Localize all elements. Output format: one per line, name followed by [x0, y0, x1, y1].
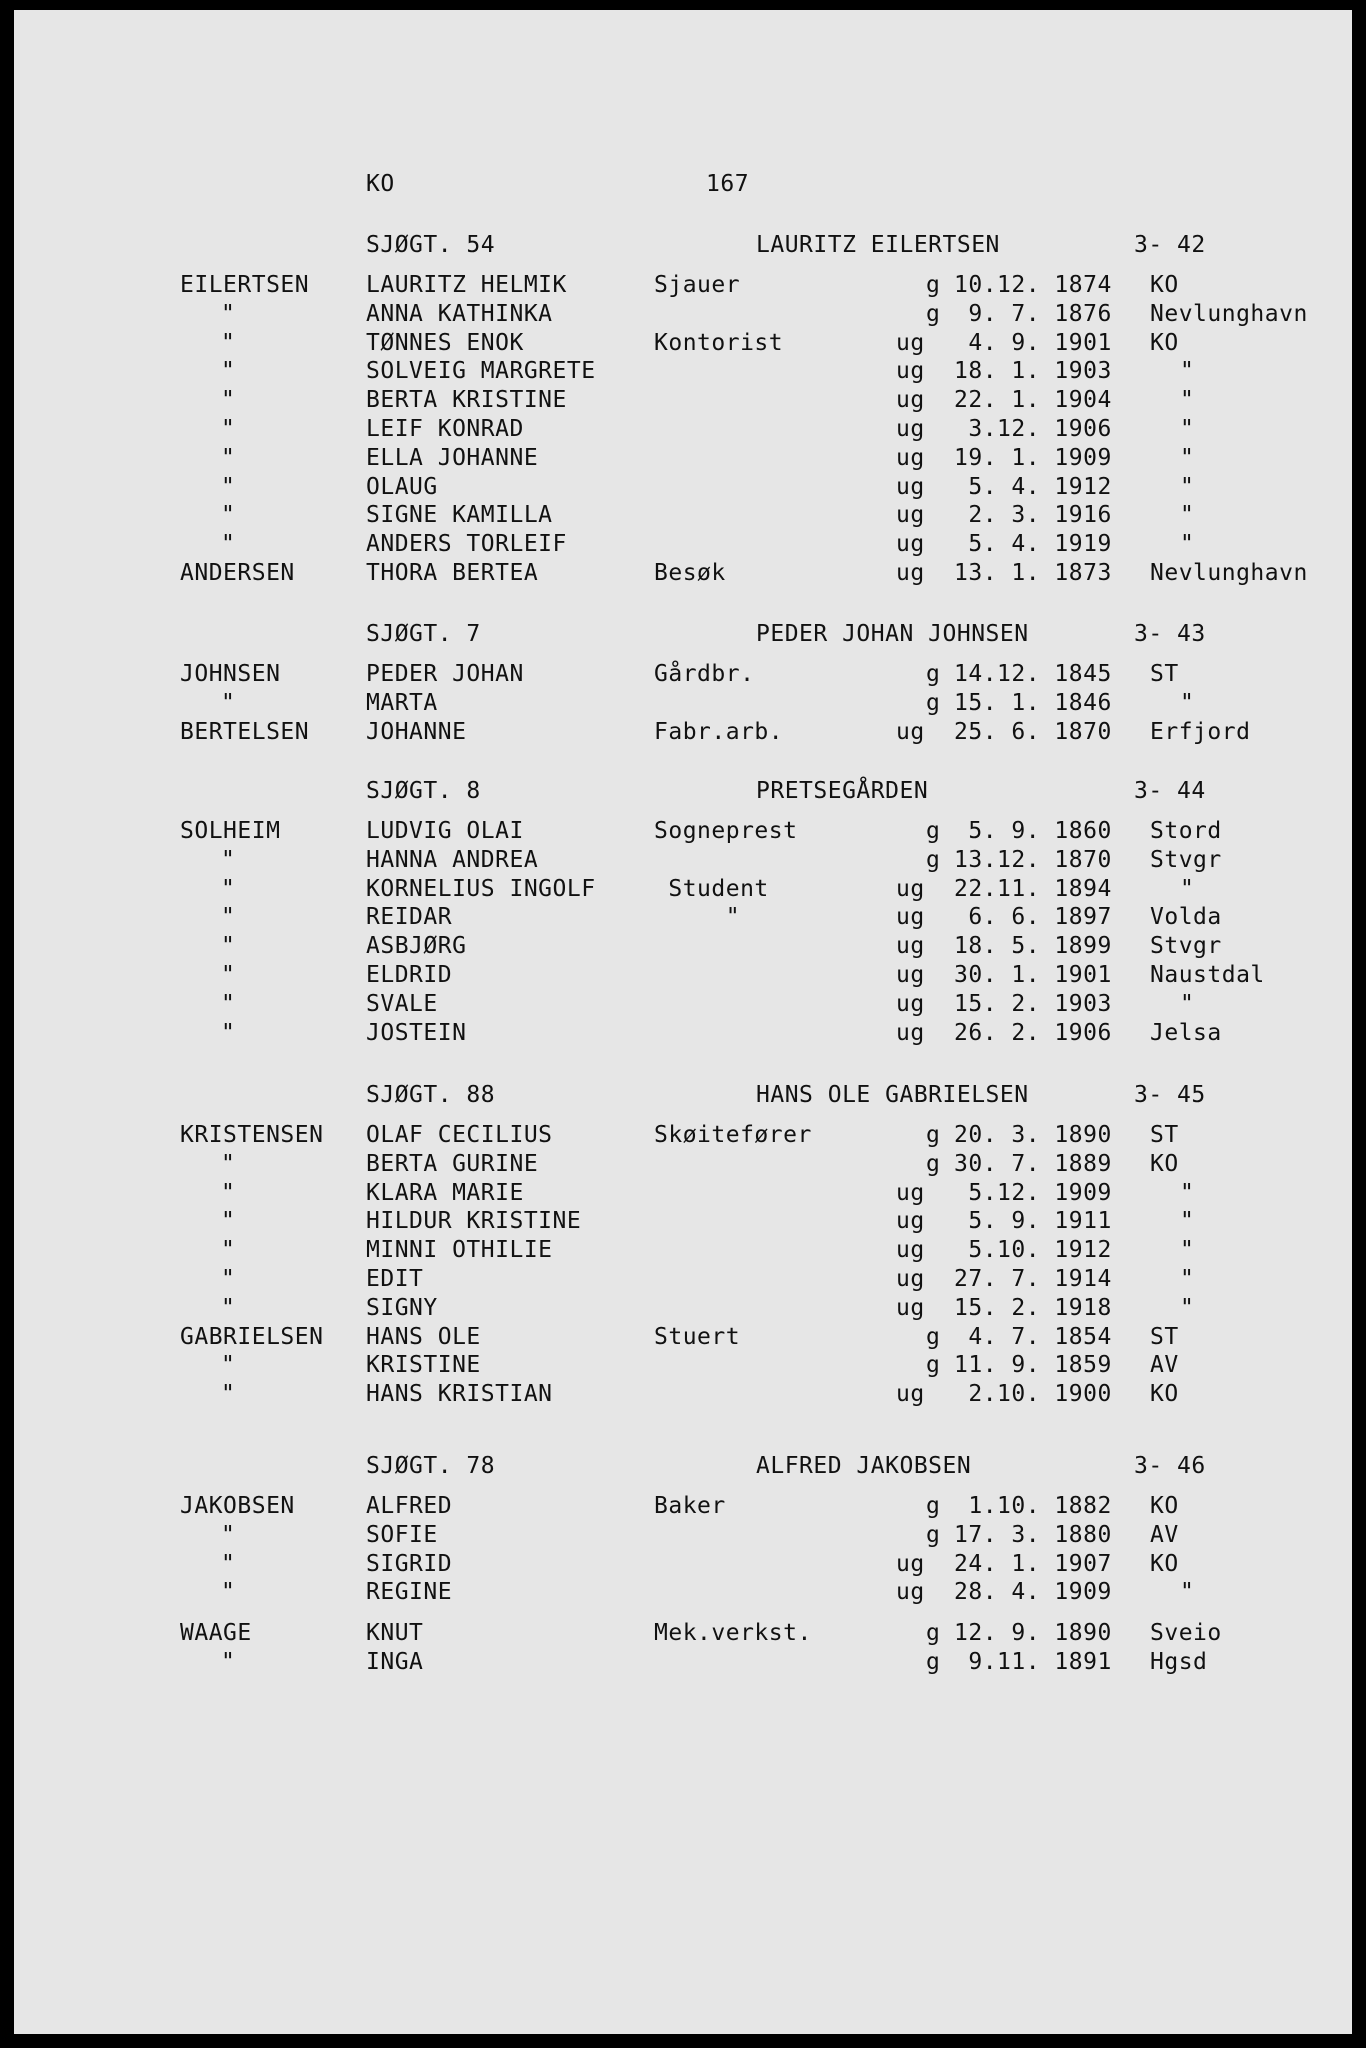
surname-cell: "	[221, 962, 236, 988]
birth-date-cell: 30. 7. 1889	[954, 1151, 1112, 1177]
birthplace-cell: KO	[1150, 272, 1179, 298]
surname-cell: "	[221, 1352, 236, 1378]
occupation-cell: Sjauer	[654, 272, 741, 298]
birthplace-cell: Jelsa	[1150, 1020, 1222, 1046]
birthplace-cell: Nevlunghavn	[1150, 301, 1308, 327]
household-address: SJØGT. 78	[366, 1453, 496, 1479]
birth-date-cell: 5. 9. 1860	[954, 818, 1112, 844]
first-name-cell: PEDER JOHAN	[366, 661, 524, 687]
occupation-cell: Kontorist	[654, 330, 784, 356]
birth-date-cell: 9. 7. 1876	[954, 301, 1112, 327]
marital-status-cell: ug	[896, 445, 925, 471]
surname-cell: WAAGE	[180, 1620, 252, 1646]
birth-date-cell: 18. 5. 1899	[954, 933, 1112, 959]
person-row	[14, 300, 1352, 328]
marital-status-cell: ug	[896, 1266, 925, 1292]
birth-date-cell: 10.12. 1874	[954, 272, 1112, 298]
first-name-cell: SIGRID	[366, 1551, 453, 1577]
household-address: SJØGT. 7	[366, 621, 481, 647]
marital-status-cell: ug	[896, 502, 925, 528]
household-ref: 3- 45	[1134, 1082, 1206, 1108]
marital-status-cell: g	[926, 690, 941, 716]
surname-cell: "	[221, 531, 236, 557]
household-address: SJØGT. 54	[366, 232, 496, 258]
birth-date-cell: 15. 2. 1903	[954, 991, 1112, 1017]
household-header	[14, 777, 1352, 805]
person-row	[14, 875, 1352, 903]
birth-date-cell: 2.10. 1900	[954, 1381, 1112, 1407]
person-row	[14, 271, 1352, 299]
birthplace-cell: "	[1180, 1579, 1195, 1605]
person-row	[14, 846, 1352, 874]
marital-status-cell: g	[926, 847, 941, 873]
birthplace-cell: "	[1180, 502, 1195, 528]
household-header	[14, 1452, 1352, 1480]
first-name-cell: BERTA GURINE	[366, 1151, 539, 1177]
first-name-cell: KRISTINE	[366, 1352, 481, 1378]
person-row	[14, 1019, 1352, 1047]
birth-date-cell: 19. 1. 1909	[954, 445, 1112, 471]
marital-status-cell: g	[926, 1122, 941, 1148]
surname-cell: EILERTSEN	[180, 272, 310, 298]
person-row	[14, 1265, 1352, 1293]
marital-status-cell: ug	[896, 1020, 925, 1046]
birthplace-cell: "	[1180, 445, 1195, 471]
surname-cell: "	[221, 1381, 236, 1407]
first-name-cell: MINNI OTHILIE	[366, 1237, 553, 1263]
marital-status-cell: ug	[896, 474, 925, 500]
marital-status-cell: ug	[896, 904, 925, 930]
person-row	[14, 1236, 1352, 1264]
birth-date-cell: 5.10. 1912	[954, 1237, 1112, 1263]
marital-status-cell: ug	[896, 962, 925, 988]
birth-date-cell: 2. 3. 1916	[954, 502, 1112, 528]
first-name-cell: KNUT	[366, 1620, 424, 1646]
person-row	[14, 1121, 1352, 1149]
birth-date-cell: 1.10. 1882	[954, 1493, 1112, 1519]
person-row	[14, 1648, 1352, 1676]
person-row	[14, 1380, 1352, 1408]
birthplace-cell: ST	[1150, 1324, 1179, 1350]
occupation-cell: Skøitefører	[654, 1122, 812, 1148]
birthplace-cell: Volda	[1150, 904, 1222, 930]
person-row	[14, 689, 1352, 717]
marital-status-cell: ug	[896, 933, 925, 959]
marital-status-cell: ug	[896, 719, 925, 745]
person-row	[14, 1294, 1352, 1322]
birthplace-cell: Stvgr	[1150, 847, 1222, 873]
birthplace-cell: ST	[1150, 661, 1179, 687]
district-code: KO	[366, 171, 395, 197]
birthplace-cell: Stvgr	[1150, 933, 1222, 959]
surname-cell: "	[221, 1020, 236, 1046]
birthplace-cell: "	[1180, 690, 1195, 716]
marital-status-cell: g	[926, 272, 941, 298]
first-name-cell: THORA BERTEA	[366, 560, 539, 586]
surname-cell: "	[221, 387, 236, 413]
household-ref: 3- 43	[1134, 621, 1206, 647]
birth-date-cell: 17. 3. 1880	[954, 1522, 1112, 1548]
birthplace-cell: KO	[1150, 1151, 1179, 1177]
marital-status-cell: ug	[896, 876, 925, 902]
person-row	[14, 1179, 1352, 1207]
household-address: SJØGT. 88	[366, 1082, 496, 1108]
household-header	[14, 620, 1352, 648]
birthplace-cell: "	[1180, 416, 1195, 442]
first-name-cell: INGA	[366, 1649, 424, 1675]
occupation-cell: Besøk	[654, 560, 726, 586]
first-name-cell: MARTA	[366, 690, 438, 716]
surname-cell: "	[221, 904, 236, 930]
page-number: 167	[706, 171, 750, 197]
surname-cell: "	[221, 1551, 236, 1577]
marital-status-cell: ug	[896, 358, 925, 384]
household-head: ALFRED JAKOBSEN	[756, 1453, 972, 1479]
first-name-cell: LAURITZ HELMIK	[366, 272, 567, 298]
surname-cell: "	[221, 1649, 236, 1675]
birth-date-cell: 15. 2. 1918	[954, 1295, 1112, 1321]
surname-cell: JAKOBSEN	[180, 1493, 295, 1519]
birth-date-cell: 20. 3. 1890	[954, 1122, 1112, 1148]
person-row	[14, 559, 1352, 587]
birthplace-cell: Hgsd	[1150, 1649, 1208, 1675]
birthplace-cell: "	[1180, 1266, 1195, 1292]
first-name-cell: SOFIE	[366, 1522, 438, 1548]
birth-date-cell: 13.12. 1870	[954, 847, 1112, 873]
surname-cell: "	[221, 1295, 236, 1321]
person-row	[14, 817, 1352, 845]
person-row	[14, 660, 1352, 688]
surname-cell: BERTELSEN	[180, 719, 310, 745]
person-row	[14, 386, 1352, 414]
birth-date-cell: 12. 9. 1890	[954, 1620, 1112, 1646]
birth-date-cell: 26. 2. 1906	[954, 1020, 1112, 1046]
birth-date-cell: 11. 9. 1859	[954, 1352, 1112, 1378]
person-row	[14, 1521, 1352, 1549]
marital-status-cell: g	[926, 661, 941, 687]
person-row	[14, 961, 1352, 989]
person-row	[14, 530, 1352, 558]
marital-status-cell: ug	[896, 1237, 925, 1263]
marital-status-cell: g	[926, 1522, 941, 1548]
surname-cell: ANDERSEN	[180, 560, 295, 586]
first-name-cell: SIGNY	[366, 1295, 438, 1321]
birth-date-cell: 3.12. 1906	[954, 416, 1112, 442]
birthplace-cell: Stord	[1150, 818, 1222, 844]
surname-cell: "	[221, 690, 236, 716]
household-head: HANS OLE GABRIELSEN	[756, 1082, 1029, 1108]
marital-status-cell: g	[926, 301, 941, 327]
birth-date-cell: 6. 6. 1897	[954, 904, 1112, 930]
birth-date-cell: 18. 1. 1903	[954, 358, 1112, 384]
person-row	[14, 718, 1352, 746]
surname-cell: "	[221, 445, 236, 471]
first-name-cell: TØNNES ENOK	[366, 330, 524, 356]
occupation-cell: Sogneprest	[654, 818, 798, 844]
surname-cell: "	[221, 301, 236, 327]
marital-status-cell: ug	[896, 330, 925, 356]
surname-cell: JOHNSEN	[180, 661, 281, 687]
surname-cell: "	[221, 330, 236, 356]
first-name-cell: JOSTEIN	[366, 1020, 467, 1046]
first-name-cell: ANDERS TORLEIF	[366, 531, 567, 557]
person-row	[14, 473, 1352, 501]
first-name-cell: REIDAR	[366, 904, 453, 930]
occupation-cell: "	[654, 904, 741, 930]
occupation-cell: Student	[654, 876, 769, 902]
birthplace-cell: KO	[1150, 1381, 1179, 1407]
person-row	[14, 1351, 1352, 1379]
person-row	[14, 903, 1352, 931]
birthplace-cell: Nevlunghavn	[1150, 560, 1308, 586]
birth-date-cell: 22. 1. 1904	[954, 387, 1112, 413]
first-name-cell: LEIF KONRAD	[366, 416, 524, 442]
first-name-cell: OLAF CECILIUS	[366, 1122, 553, 1148]
first-name-cell: SVALE	[366, 991, 438, 1017]
first-name-cell: HANS OLE	[366, 1324, 481, 1350]
birthplace-cell: "	[1180, 991, 1195, 1017]
birthplace-cell: Sveio	[1150, 1620, 1222, 1646]
person-row	[14, 415, 1352, 443]
birthplace-cell: "	[1180, 1295, 1195, 1321]
birthplace-cell: AV	[1150, 1522, 1179, 1548]
first-name-cell: REGINE	[366, 1579, 453, 1605]
birthplace-cell: "	[1180, 474, 1195, 500]
occupation-cell: Fabr.arb.	[654, 719, 784, 745]
person-row	[14, 329, 1352, 357]
birth-date-cell: 4. 9. 1901	[954, 330, 1112, 356]
birthplace-cell: "	[1180, 876, 1195, 902]
surname-cell: KRISTENSEN	[180, 1122, 324, 1148]
marital-status-cell: g	[926, 1649, 941, 1675]
birthplace-cell: KO	[1150, 330, 1179, 356]
birth-date-cell: 22.11. 1894	[954, 876, 1112, 902]
birth-date-cell: 5. 4. 1912	[954, 474, 1112, 500]
marital-status-cell: ug	[896, 991, 925, 1017]
surname-cell: "	[221, 991, 236, 1017]
marital-status-cell: ug	[896, 531, 925, 557]
document-page	[14, 10, 1352, 2034]
surname-cell: "	[221, 1266, 236, 1292]
person-row	[14, 1619, 1352, 1647]
surname-cell: "	[221, 502, 236, 528]
surname-cell: GABRIELSEN	[180, 1324, 324, 1350]
marital-status-cell: ug	[896, 560, 925, 586]
household-ref: 3- 42	[1134, 232, 1206, 258]
surname-cell: "	[221, 1180, 236, 1206]
birthplace-cell: KO	[1150, 1551, 1179, 1577]
marital-status-cell: g	[926, 1324, 941, 1350]
household-ref: 3- 46	[1134, 1453, 1206, 1479]
birthplace-cell: "	[1180, 1208, 1195, 1234]
surname-cell: "	[221, 1237, 236, 1263]
first-name-cell: JOHANNE	[366, 719, 467, 745]
occupation-cell: Gårdbr.	[654, 661, 755, 687]
birthplace-cell: "	[1180, 531, 1195, 557]
birth-date-cell: 5.12. 1909	[954, 1180, 1112, 1206]
marital-status-cell: g	[926, 1620, 941, 1646]
first-name-cell: ELLA JOHANNE	[366, 445, 539, 471]
birthplace-cell: AV	[1150, 1352, 1179, 1378]
first-name-cell: HANNA ANDREA	[366, 847, 539, 873]
person-row	[14, 444, 1352, 472]
first-name-cell: KLARA MARIE	[366, 1180, 524, 1206]
surname-cell: "	[221, 933, 236, 959]
marital-status-cell: g	[926, 1352, 941, 1378]
person-row	[14, 1323, 1352, 1351]
household-head: PEDER JOHAN JOHNSEN	[756, 621, 1029, 647]
occupation-cell: Stuert	[654, 1324, 741, 1350]
birth-date-cell: 25. 6. 1870	[954, 719, 1112, 745]
birth-date-cell: 5. 4. 1919	[954, 531, 1112, 557]
marital-status-cell: ug	[896, 1180, 925, 1206]
birthplace-cell: Naustdal	[1150, 962, 1265, 988]
surname-cell: "	[221, 474, 236, 500]
surname-cell: "	[221, 847, 236, 873]
person-row	[14, 501, 1352, 529]
person-row	[14, 1150, 1352, 1178]
birthplace-cell: "	[1180, 358, 1195, 384]
first-name-cell: ALFRED	[366, 1493, 453, 1519]
surname-cell: "	[221, 1208, 236, 1234]
birth-date-cell: 27. 7. 1914	[954, 1266, 1112, 1292]
first-name-cell: KORNELIUS INGOLF	[366, 876, 596, 902]
first-name-cell: BERTA KRISTINE	[366, 387, 567, 413]
birth-date-cell: 30. 1. 1901	[954, 962, 1112, 988]
person-row	[14, 1578, 1352, 1606]
household-header	[14, 1081, 1352, 1109]
birthplace-cell: "	[1180, 387, 1195, 413]
person-row	[14, 990, 1352, 1018]
first-name-cell: ASBJØRG	[366, 933, 467, 959]
first-name-cell: SOLVEIG MARGRETE	[366, 358, 596, 384]
birth-date-cell: 15. 1. 1846	[954, 690, 1112, 716]
first-name-cell: HANS KRISTIAN	[366, 1381, 553, 1407]
birthplace-cell: KO	[1150, 1493, 1179, 1519]
first-name-cell: HILDUR KRISTINE	[366, 1208, 582, 1234]
occupation-cell: Mek.verkst.	[654, 1620, 812, 1646]
surname-cell: "	[221, 1151, 236, 1177]
household-header	[14, 231, 1352, 259]
marital-status-cell: g	[926, 1151, 941, 1177]
surname-cell: "	[221, 358, 236, 384]
birth-date-cell: 13. 1. 1873	[954, 560, 1112, 586]
birth-date-cell: 4. 7. 1854	[954, 1324, 1112, 1350]
birthplace-cell: "	[1180, 1237, 1195, 1263]
marital-status-cell: ug	[896, 416, 925, 442]
marital-status-cell: g	[926, 1493, 941, 1519]
household-address: SJØGT. 8	[366, 778, 481, 804]
marital-status-cell: ug	[896, 1208, 925, 1234]
surname-cell: "	[221, 1579, 236, 1605]
marital-status-cell: g	[926, 818, 941, 844]
surname-cell: "	[221, 416, 236, 442]
marital-status-cell: ug	[896, 1295, 925, 1321]
occupation-cell: Baker	[654, 1493, 726, 1519]
first-name-cell: OLAUG	[366, 474, 438, 500]
marital-status-cell: ug	[896, 387, 925, 413]
birth-date-cell: 14.12. 1845	[954, 661, 1112, 687]
birth-date-cell: 5. 9. 1911	[954, 1208, 1112, 1234]
surname-cell: "	[221, 876, 236, 902]
surname-cell: "	[221, 1522, 236, 1548]
first-name-cell: SIGNE KAMILLA	[366, 502, 553, 528]
first-name-cell: ELDRID	[366, 962, 453, 988]
household-ref: 3- 44	[1134, 778, 1206, 804]
person-row	[14, 932, 1352, 960]
person-row	[14, 1550, 1352, 1578]
marital-status-cell: ug	[896, 1381, 925, 1407]
marital-status-cell: ug	[896, 1551, 925, 1577]
surname-cell: SOLHEIM	[180, 818, 281, 844]
birthplace-cell: "	[1180, 1180, 1195, 1206]
person-row	[14, 1207, 1352, 1235]
first-name-cell: EDIT	[366, 1266, 424, 1292]
person-row	[14, 357, 1352, 385]
marital-status-cell: ug	[896, 1579, 925, 1605]
birthplace-cell: ST	[1150, 1122, 1179, 1148]
birth-date-cell: 24. 1. 1907	[954, 1551, 1112, 1577]
first-name-cell: LUDVIG OLAI	[366, 818, 524, 844]
birthplace-cell: Erfjord	[1150, 719, 1251, 745]
person-row	[14, 1492, 1352, 1520]
household-head: PRETSEGÅRDEN	[756, 778, 929, 804]
first-name-cell: ANNA KATHINKA	[366, 301, 553, 327]
household-head: LAURITZ EILERTSEN	[756, 232, 1000, 258]
birth-date-cell: 9.11. 1891	[954, 1649, 1112, 1675]
birth-date-cell: 28. 4. 1909	[954, 1579, 1112, 1605]
